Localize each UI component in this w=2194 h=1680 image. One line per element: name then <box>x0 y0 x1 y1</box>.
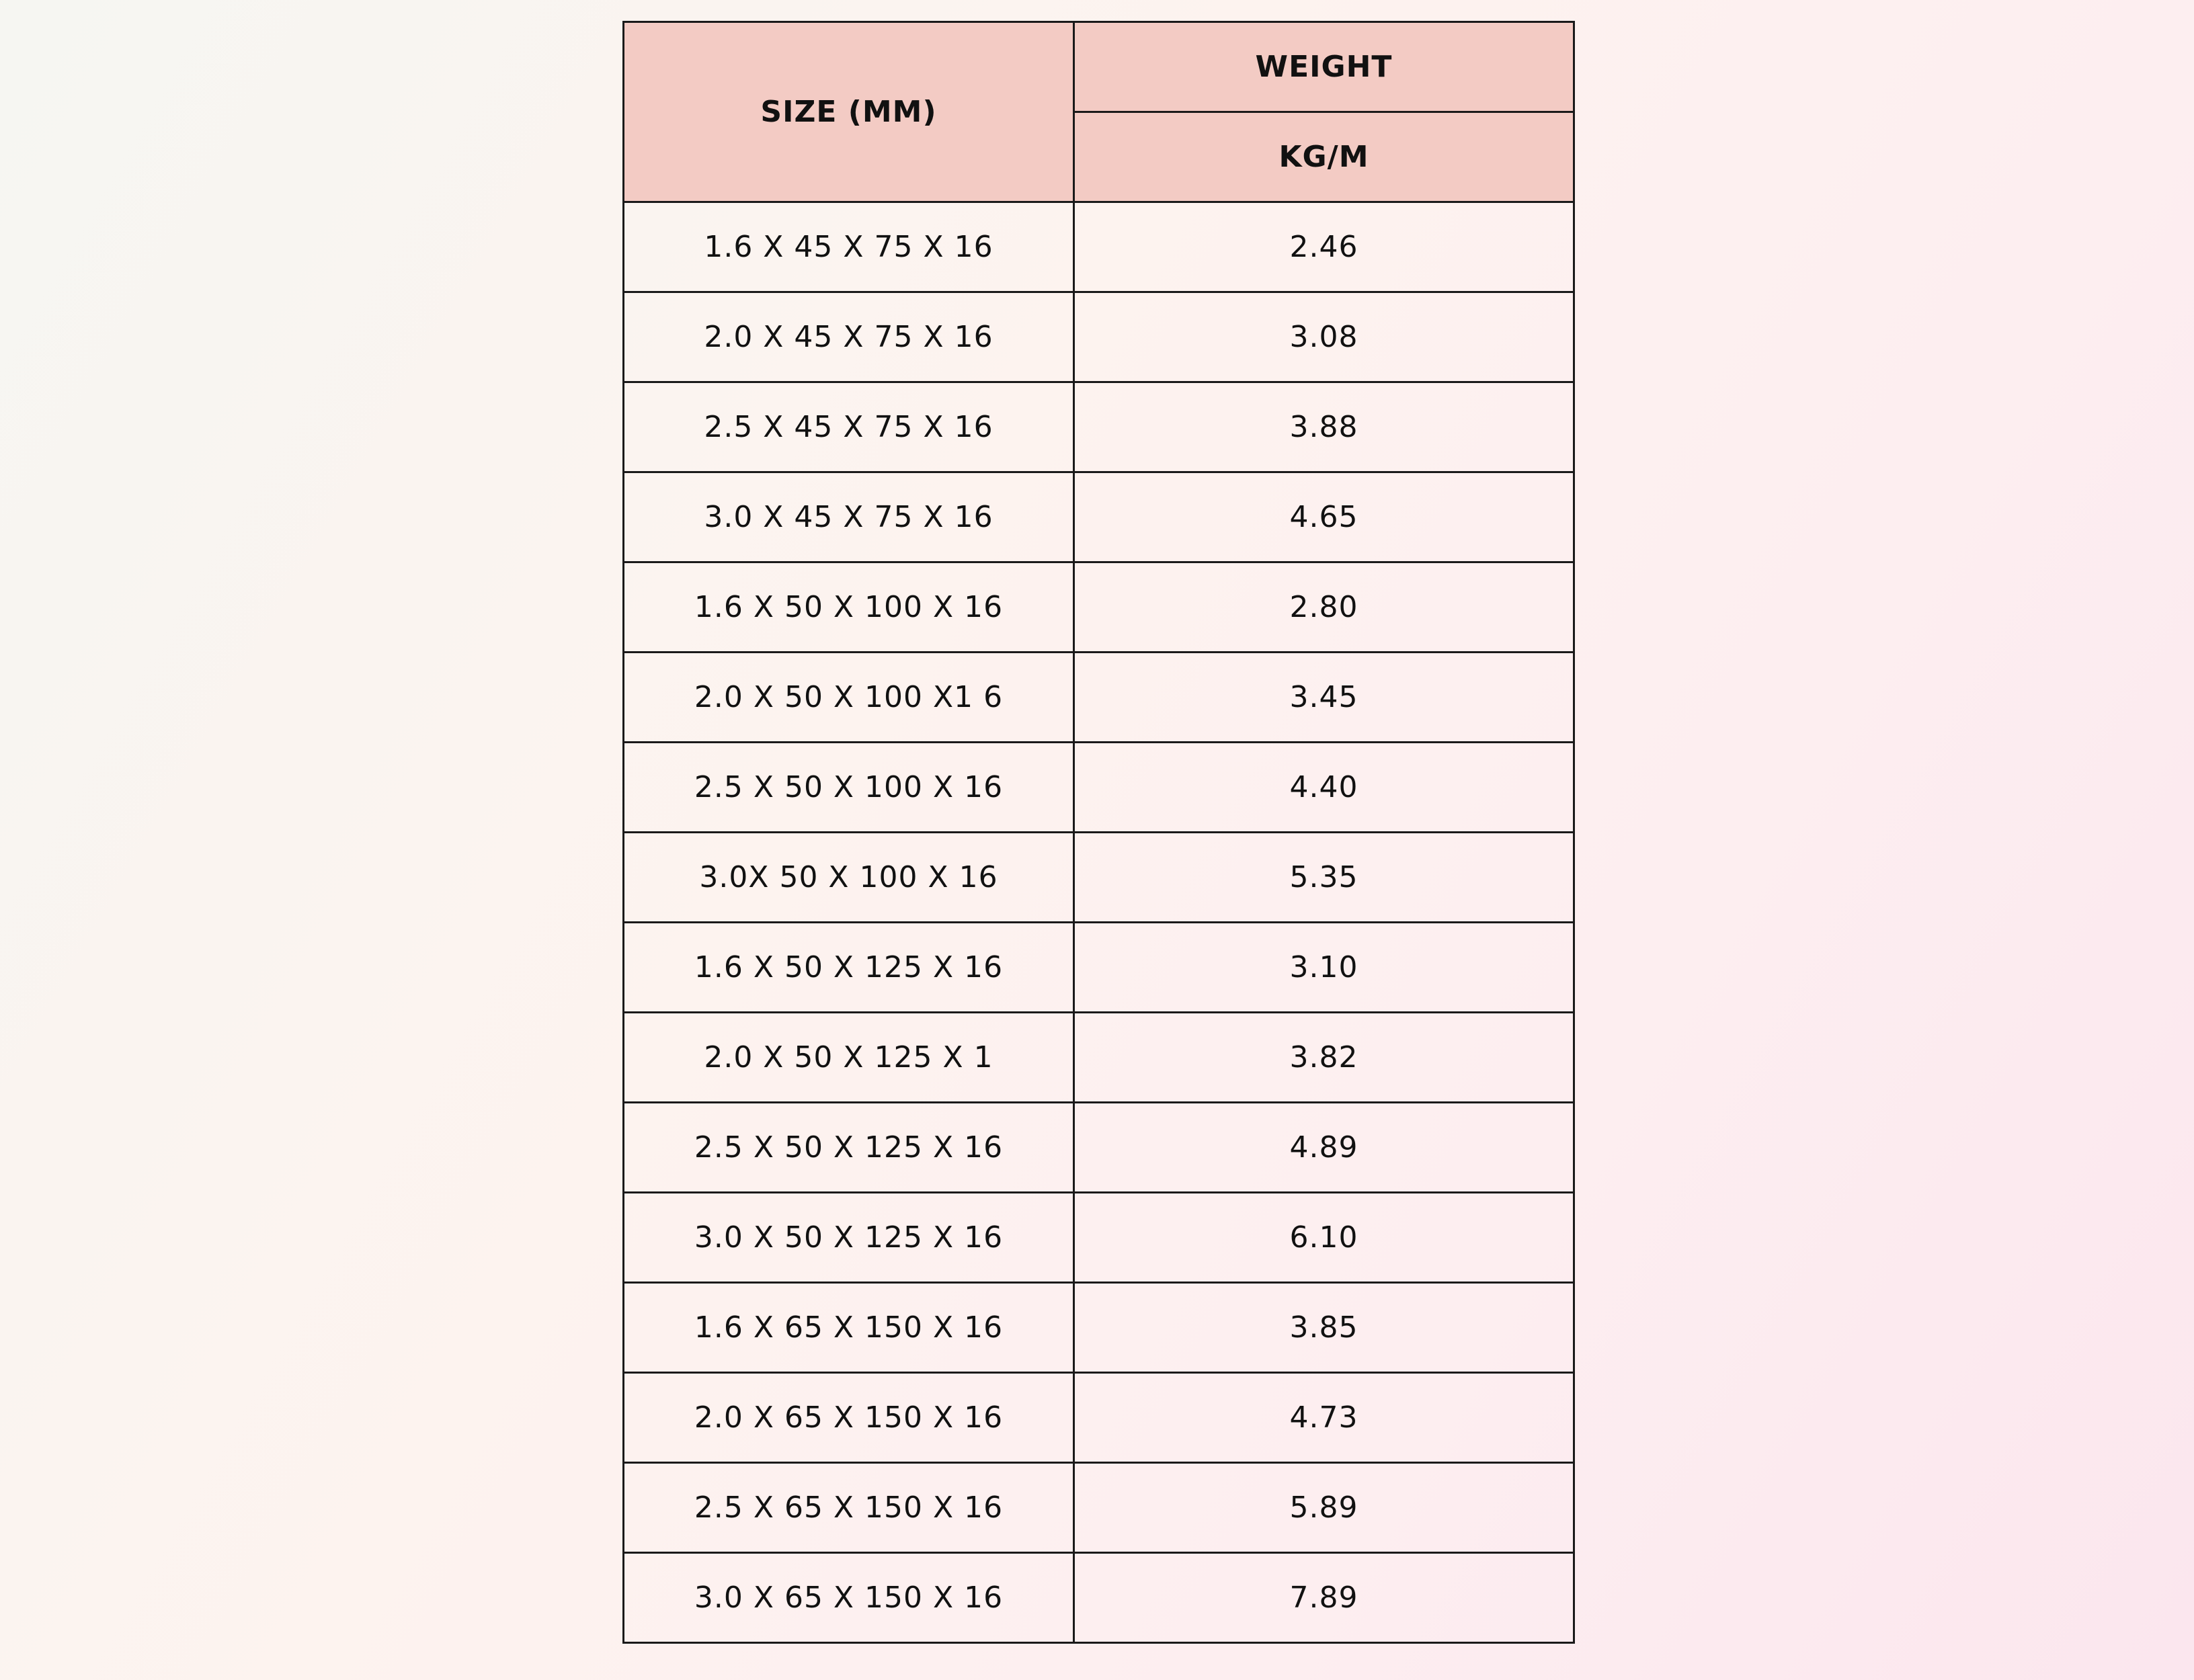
weight-cell: 2.46 <box>1074 202 1574 292</box>
size-cell: 1.6 X 50 X 100 X 16 <box>624 562 1074 653</box>
table-row <box>624 1283 1574 1373</box>
weight-cell: 7.89 <box>1074 1553 1574 1643</box>
weight-cell: 3.88 <box>1074 382 1574 472</box>
weight-cell: 2.80 <box>1074 562 1574 653</box>
weight-cell: 4.89 <box>1074 1103 1574 1193</box>
weight-cell: 4.40 <box>1074 743 1574 833</box>
table-row <box>624 653 1574 743</box>
spec-table <box>622 21 1575 1644</box>
header-row <box>624 22 1574 112</box>
table-row <box>624 292 1574 382</box>
weight-cell: 5.35 <box>1074 833 1574 923</box>
size-cell: 2.0 X 65 X 150 X 16 <box>624 1373 1074 1463</box>
table-row <box>624 1373 1574 1463</box>
table-row <box>624 743 1574 833</box>
weight-cell: 3.85 <box>1074 1283 1574 1373</box>
table-row <box>624 562 1574 653</box>
size-cell: 2.0 X 45 X 75 X 16 <box>624 292 1074 382</box>
table-row <box>624 202 1574 292</box>
size-cell: 1.6 X 50 X 125 X 16 <box>624 923 1074 1013</box>
table-row <box>624 1013 1574 1103</box>
weight-cell: 3.08 <box>1074 292 1574 382</box>
weight-cell: 5.89 <box>1074 1463 1574 1553</box>
size-cell: 2.0 X 50 X 100 X1 6 <box>624 653 1074 743</box>
size-header: SIZE (MM) <box>624 22 1074 202</box>
table-row <box>624 833 1574 923</box>
weight-cell: 3.10 <box>1074 923 1574 1013</box>
table-row <box>624 472 1574 562</box>
size-cell: 3.0 X 50 X 125 X 16 <box>624 1193 1074 1283</box>
weight-cell: 4.73 <box>1074 1373 1574 1463</box>
table-header <box>624 22 1574 202</box>
weight-cell: 6.10 <box>1074 1193 1574 1283</box>
size-cell: 2.5 X 45 X 75 X 16 <box>624 382 1074 472</box>
size-cell: 2.5 X 50 X 100 X 16 <box>624 743 1074 833</box>
size-cell: 2.0 X 50 X 125 X 1 <box>624 1013 1074 1103</box>
table-row <box>624 1463 1574 1553</box>
size-cell: 1.6 X 65 X 150 X 16 <box>624 1283 1074 1373</box>
size-cell: 1.6 X 45 X 75 X 16 <box>624 202 1074 292</box>
weight-cell: 3.45 <box>1074 653 1574 743</box>
size-cell: 3.0X 50 X 100 X 16 <box>624 833 1074 923</box>
size-cell: 2.5 X 50 X 125 X 16 <box>624 1103 1074 1193</box>
table-row <box>624 1103 1574 1193</box>
table-row <box>624 1553 1574 1643</box>
weight-cell: 3.82 <box>1074 1013 1574 1103</box>
table-row <box>624 923 1574 1013</box>
size-cell: 3.0 X 65 X 150 X 16 <box>624 1553 1074 1643</box>
table-row <box>624 382 1574 472</box>
unit-header: KG/M <box>1074 112 1574 202</box>
table-row <box>624 1193 1574 1283</box>
size-cell: 2.5 X 65 X 150 X 16 <box>624 1463 1074 1553</box>
weight-header: WEIGHT <box>1074 22 1574 112</box>
table-body <box>624 202 1574 1643</box>
weight-cell: 4.65 <box>1074 472 1574 562</box>
size-cell: 3.0 X 45 X 75 X 16 <box>624 472 1074 562</box>
